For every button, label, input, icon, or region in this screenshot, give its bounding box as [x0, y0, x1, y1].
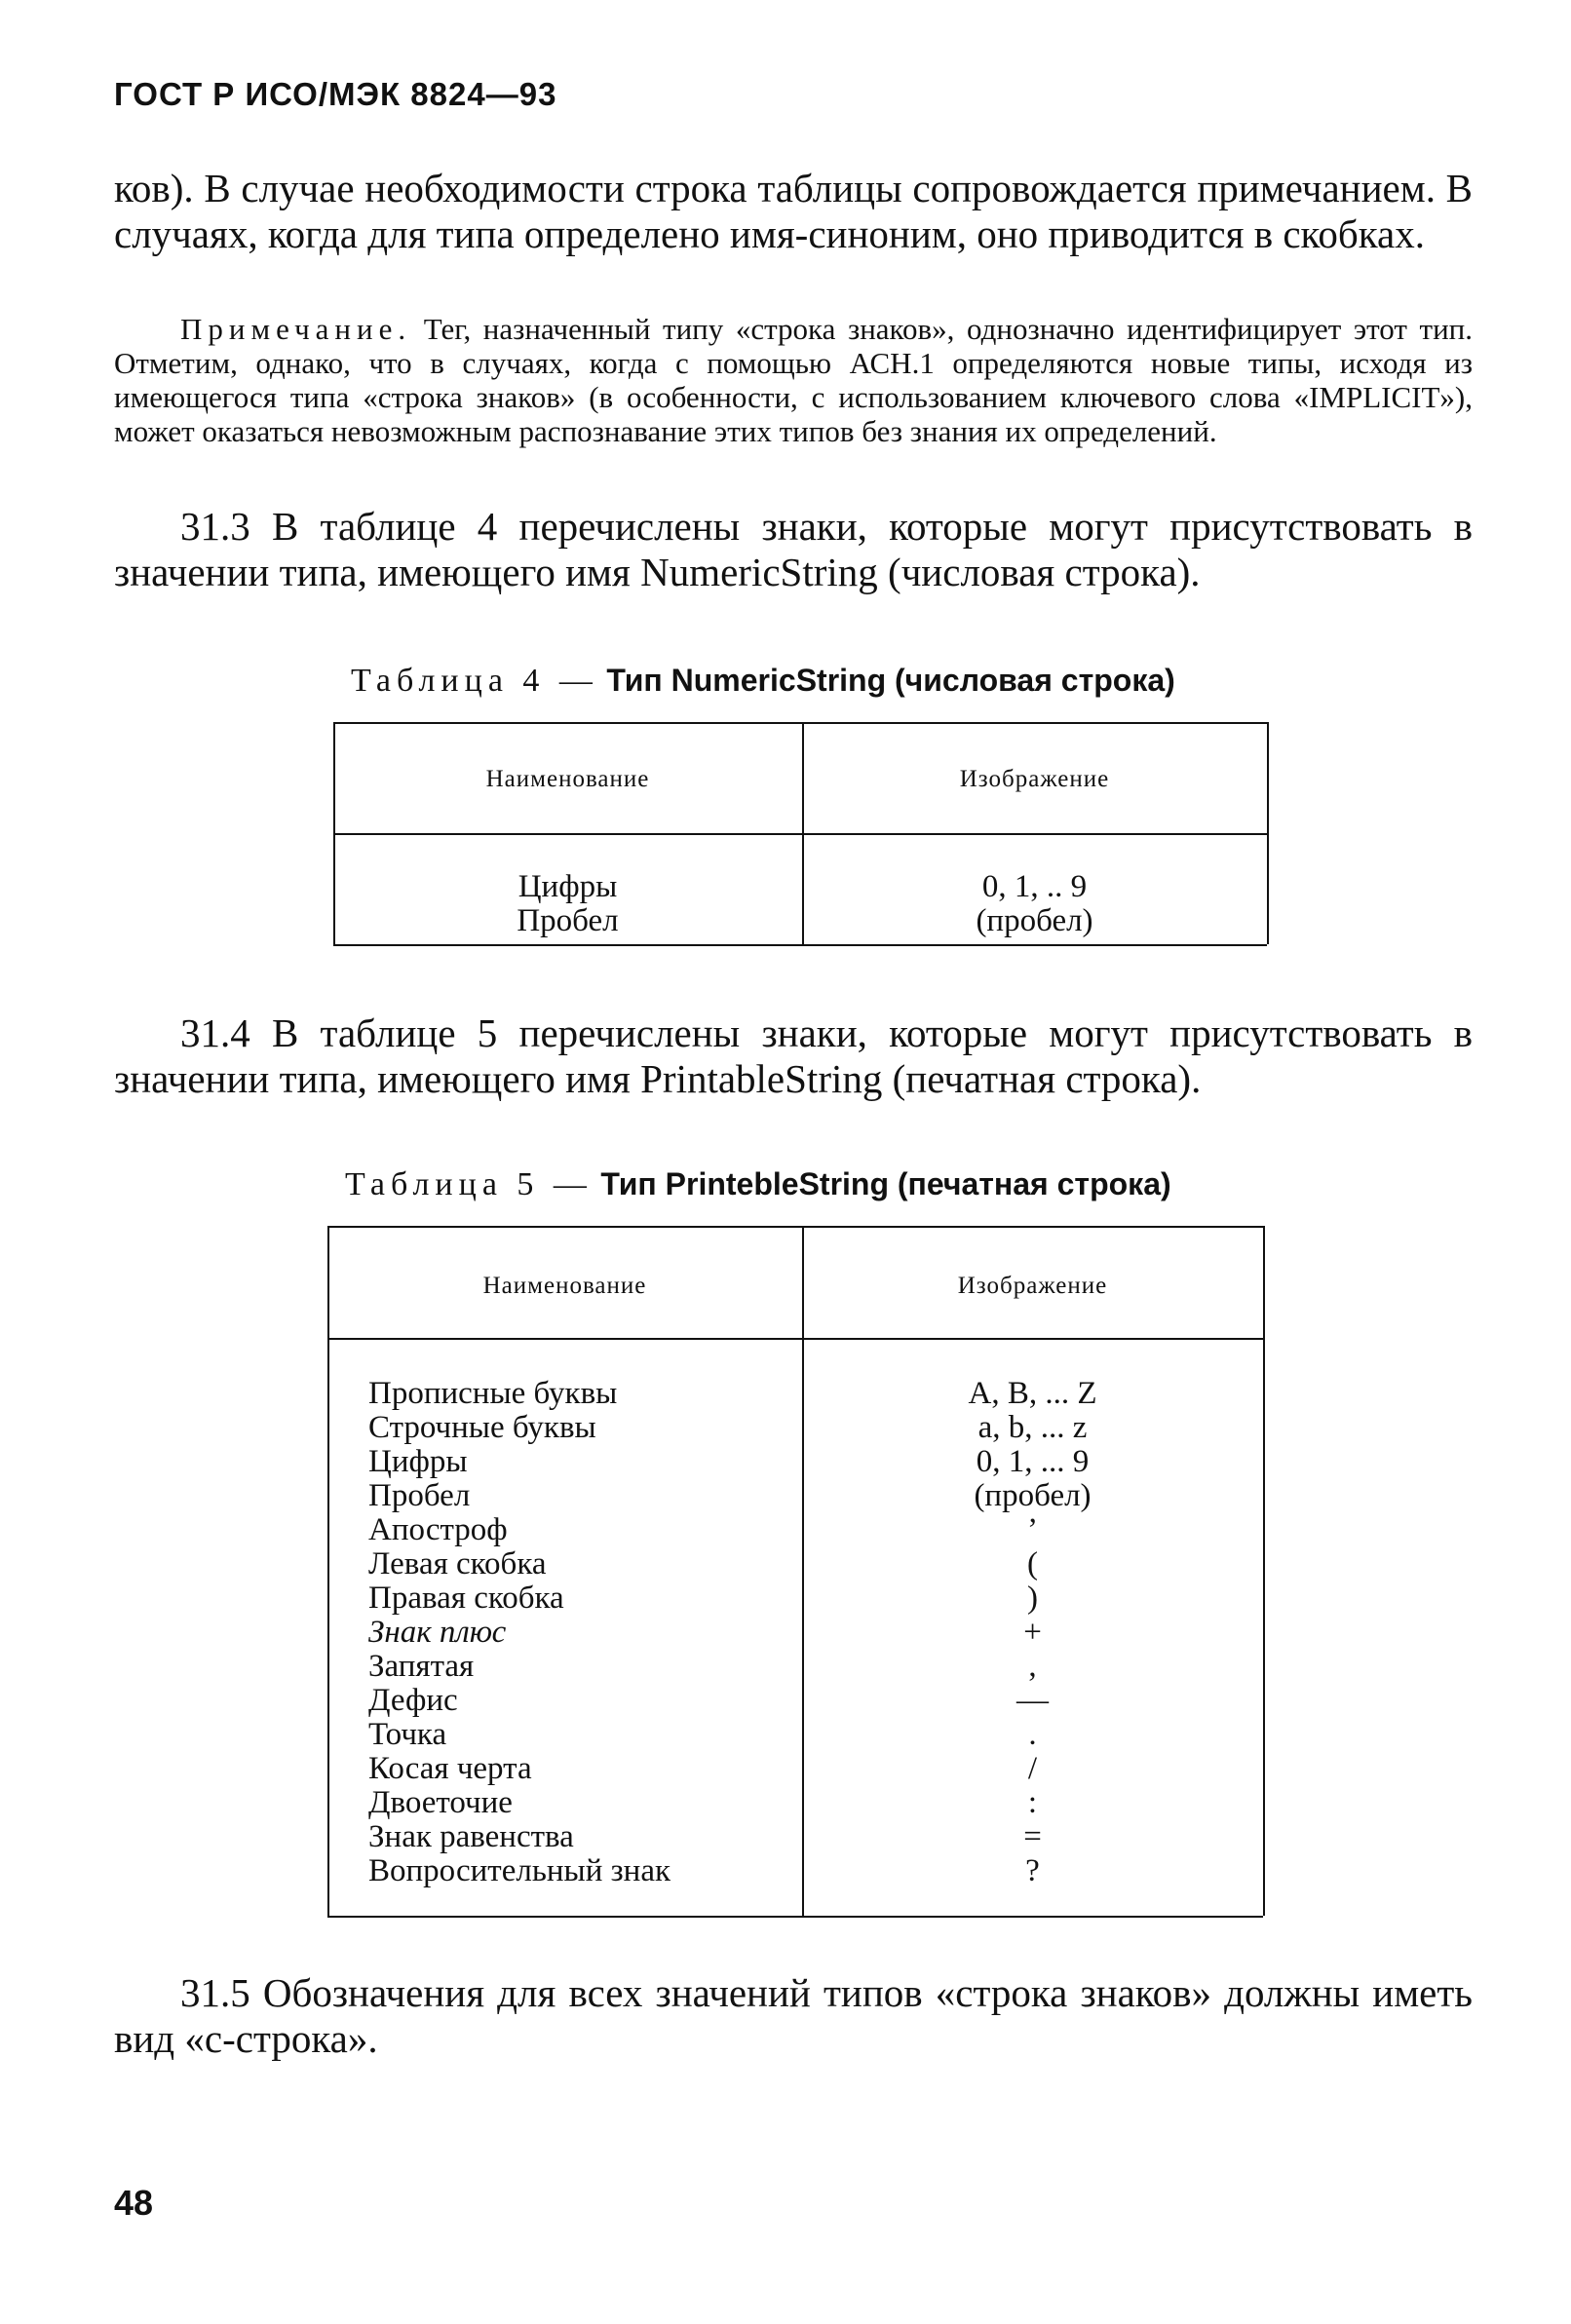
- document-header: ГОСТ Р ИСО/МЭК 8824—93: [114, 76, 557, 112]
- table5-image-cell: (пробел): [974, 1478, 1092, 1513]
- table4-header-image: Изображение: [959, 766, 1110, 792]
- table5-name-cell: Правая скобка: [368, 1581, 564, 1616]
- table5-image-cell: ,: [1028, 1649, 1037, 1684]
- table4-top-rule: [333, 722, 1267, 724]
- table5-image-cell: +: [1023, 1615, 1042, 1650]
- table5-name-cell: Дефис: [368, 1683, 458, 1718]
- table5-top-rule: [327, 1226, 1263, 1228]
- paragraph-31-3: 31.3 В таблице 4 перечислены знаки, которые могут присутствовать в значении типа, имеющего имя NumericString (числовая строка).: [114, 504, 1473, 594]
- table4-images-column: [802, 870, 1267, 938]
- table5-header-name: Наименование: [482, 1273, 647, 1299]
- table4-header-name: Наименование: [485, 766, 650, 792]
- table5-caption-label: Таблица 5 —: [345, 1166, 593, 1202]
- table4-caption-title: Тип NumericString (числовая строка): [606, 663, 1175, 698]
- table4-header-rule: [333, 833, 1267, 835]
- table5-header-image: Изображение: [957, 1273, 1108, 1299]
- table4-image-cell: 0, 1, .. 9: [981, 869, 1088, 904]
- table5-right-border: [1263, 1226, 1265, 1916]
- table5-name-cell: Знак плюс: [368, 1615, 507, 1650]
- note-paragraph: [114, 312, 1473, 448]
- table4-right-border: [1267, 722, 1269, 944]
- table4-image-cell: (пробел): [976, 903, 1093, 938]
- table5-name-cell: Косая черта: [368, 1751, 532, 1786]
- table4-name-cell: Цифры: [517, 869, 618, 904]
- table5-name-cell: Цифры: [368, 1444, 468, 1479]
- table4-name-cell: Пробел: [517, 903, 619, 938]
- table5-name-cell: Вопросительный знак: [368, 1853, 671, 1888]
- table5-image-cell: :: [1027, 1785, 1038, 1820]
- table5-bottom-rule: [327, 1916, 1263, 1918]
- table5-name-cell: Пробел: [368, 1478, 471, 1513]
- table5-caption-title: Тип PrintebleString (печатная строка): [600, 1166, 1171, 1201]
- table5-name-cell: Строчные буквы: [368, 1410, 596, 1445]
- table5-image-cell: ’: [1027, 1512, 1038, 1547]
- table4-bottom-rule: [333, 944, 1267, 946]
- table5-image-cell: —: [1016, 1683, 1049, 1718]
- table5-caption: [345, 1166, 1171, 1203]
- table5-name-cell: Апостроф: [368, 1512, 508, 1547]
- table4-names-column: [333, 870, 802, 938]
- note-text: Тег, назначенный типу «строка знаков», однозначно идентифицирует этот тип. Отметим, однако, что в случаях, когда с помощью АСН.1 определяются новые типы, исходя из имеющегося типа «строка знаков» (в особенности, с использованием ключевого слова «IMPLICIT»), может оказаться невозможным распознавание этих типов без знания их определений.: [114, 312, 1474, 448]
- table5-name-cell: Прописные буквы: [368, 1376, 618, 1411]
- table5-name-cell: Запятая: [368, 1649, 475, 1684]
- table5-left-border: [327, 1226, 329, 1916]
- intro-paragraph: ков). В случае необходимости строка таблицы сопровождается примечанием. В случаях, когда для типа определено имя-синоним, оно приводится в скобках.: [114, 166, 1473, 256]
- table5-image-cell: =: [1023, 1819, 1042, 1854]
- table5-image-cell: a, b, ... z: [977, 1410, 1088, 1445]
- table5-name-cell: Двоеточие: [368, 1785, 513, 1820]
- table5-image-cell: /: [1027, 1751, 1038, 1786]
- table5-image-cell: (: [1027, 1546, 1038, 1581]
- table5-image-cell: A, B, ... Z: [968, 1376, 1097, 1411]
- table5-image-cell: ): [1027, 1581, 1038, 1616]
- table5-images-column: [802, 1377, 1263, 1888]
- table5-name-cell: Знак равенства: [368, 1819, 574, 1854]
- table5-image-cell: 0, 1, ... 9: [976, 1444, 1090, 1479]
- table5-header-rule: [327, 1338, 1263, 1340]
- table5-image-cell: .: [1028, 1717, 1037, 1752]
- table4-caption: [351, 663, 1175, 700]
- table4-caption-label: Таблица 4 —: [351, 663, 598, 699]
- table5-names-column: [368, 1377, 797, 1888]
- page-number: 48: [114, 2183, 154, 2223]
- table5-image-cell: ?: [1025, 1853, 1040, 1888]
- table5-name-cell: Точка: [368, 1717, 447, 1752]
- note-label: Примечание.: [180, 312, 412, 346]
- table5-name-cell: Левая скобка: [368, 1546, 547, 1581]
- paragraph-31-4: 31.4 В таблице 5 перечислены знаки, которые могут присутствовать в значении типа, имеющего имя PrintableString (печатная строка).: [114, 1010, 1473, 1101]
- paragraph-31-5: 31.5 Обозначения для всех значений типов «строка знаков» должны иметь вид «с-строка».: [114, 1970, 1473, 2061]
